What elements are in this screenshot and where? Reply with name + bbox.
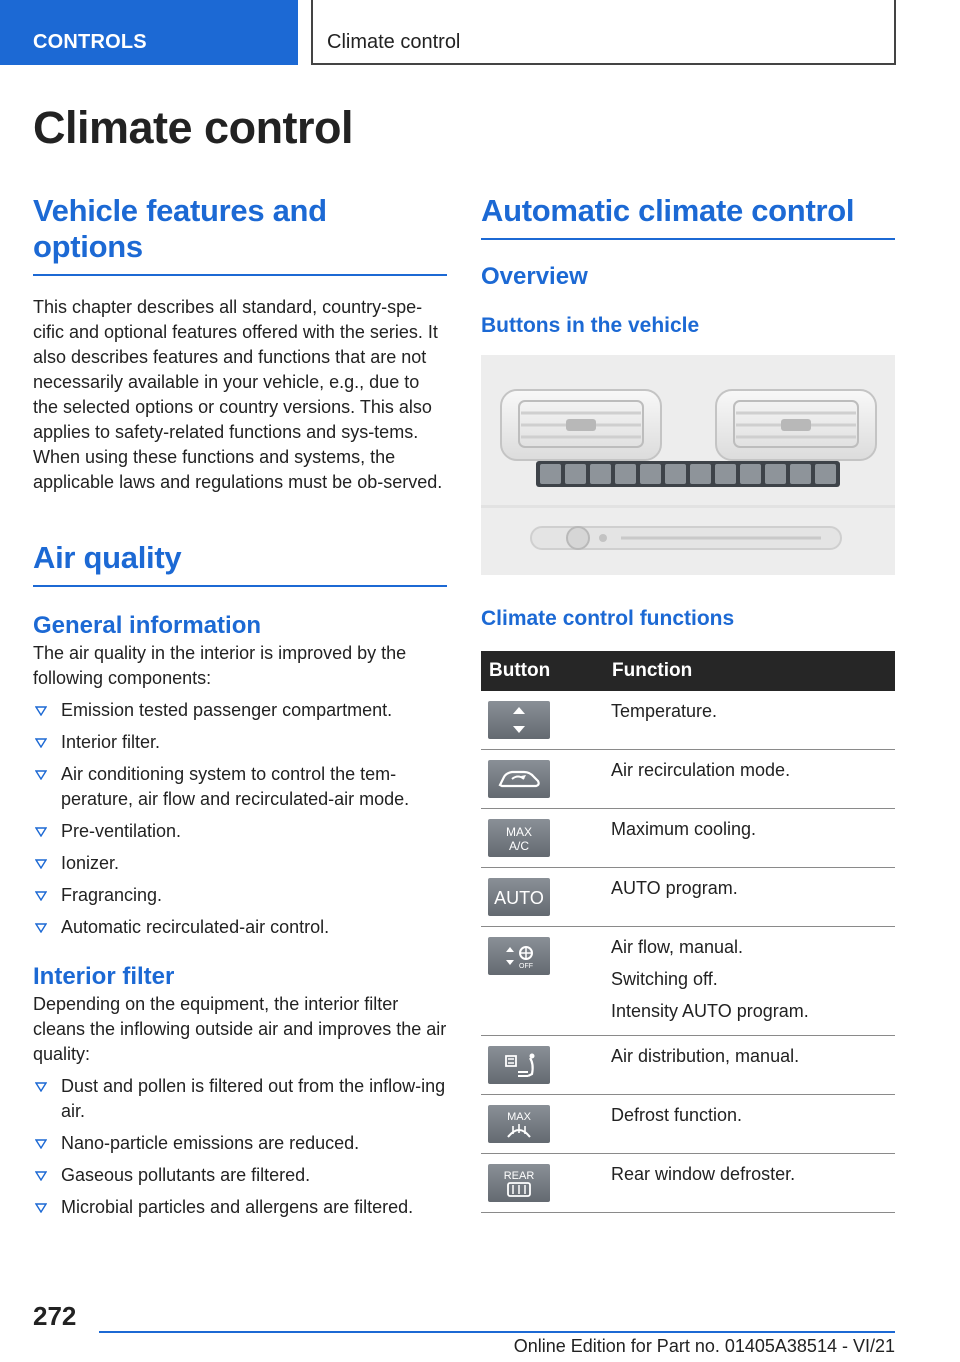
list-item-text: Interior filter. bbox=[61, 732, 161, 752]
list-item bbox=[33, 1074, 447, 1124]
list-item-text: Gaseous pollutants are filtered. bbox=[61, 1165, 311, 1185]
climate-functions-heading: Climate control functions bbox=[481, 607, 735, 630]
function-text: Maximum cooling. bbox=[611, 819, 757, 839]
buttons-in-vehicle-heading: Buttons in the vehicle bbox=[481, 314, 700, 337]
list-item bbox=[33, 1131, 447, 1156]
table-row bbox=[481, 1154, 895, 1213]
air-recirculation-icon bbox=[488, 760, 550, 798]
table-row bbox=[481, 1036, 895, 1095]
heading-rule bbox=[33, 274, 447, 276]
filter-list bbox=[33, 1074, 447, 1220]
list-item-text: Emission tested passenger compartment. bbox=[61, 700, 393, 720]
column-header-button: Button bbox=[481, 651, 604, 691]
function-text: Defrost function. bbox=[611, 1105, 743, 1125]
max-ac-icon bbox=[488, 819, 550, 857]
components-list bbox=[33, 698, 447, 940]
triangle-bullet-icon bbox=[35, 859, 47, 869]
triangle-bullet-icon bbox=[35, 1203, 47, 1213]
triangle-bullet-icon bbox=[35, 1171, 47, 1181]
page-title: Climate control bbox=[33, 102, 354, 153]
left-column bbox=[33, 193, 447, 1220]
edition-footer: Online Edition for Part no. 01405A38514 - VI/21 bbox=[513, 1336, 895, 1356]
function-text: Rear window defroster. bbox=[611, 1164, 796, 1184]
triangle-bullet-icon bbox=[35, 770, 47, 780]
list-item bbox=[33, 915, 447, 940]
section-tab bbox=[0, 0, 298, 65]
column-header-function: Function bbox=[604, 651, 895, 691]
list-item-text: Nano-particle emissions are reduced. bbox=[61, 1133, 360, 1153]
table-row bbox=[481, 750, 895, 809]
list-item-text: Microbial particles and allergens are filtered. bbox=[61, 1197, 414, 1217]
list-item-text: Dust and pollen is filtered out from the inflow‐ing air. bbox=[61, 1076, 446, 1121]
function-text: AUTO program. bbox=[611, 878, 738, 898]
triangle-bullet-icon bbox=[35, 891, 47, 901]
general-information-heading: General information bbox=[33, 612, 262, 639]
fan-off-icon bbox=[488, 937, 550, 975]
svg-text:MAX: MAX bbox=[507, 1111, 531, 1123]
triangle-bullet-icon bbox=[35, 827, 47, 837]
functions-table bbox=[481, 651, 895, 1213]
automatic-climate-heading: Automatic climate control bbox=[481, 193, 855, 228]
list-item-text: Automatic recirculated-air control. bbox=[61, 917, 330, 937]
heading-rule bbox=[33, 585, 447, 587]
triangle-bullet-icon bbox=[35, 706, 47, 716]
right-column bbox=[481, 193, 895, 1213]
svg-text:REAR: REAR bbox=[503, 1170, 535, 1182]
temperature-arrows-icon bbox=[488, 701, 550, 739]
function-text: Intensity AUTO program. bbox=[611, 1001, 809, 1021]
svg-text:MAX: MAX bbox=[505, 825, 533, 839]
list-item bbox=[33, 698, 447, 723]
triangle-bullet-icon bbox=[35, 923, 47, 933]
heading-rule bbox=[481, 238, 895, 240]
function-text: Air recirculation mode. bbox=[611, 760, 791, 780]
list-item bbox=[33, 730, 447, 755]
list-item bbox=[33, 762, 447, 812]
auto-icon bbox=[488, 878, 550, 916]
svg-text:A/C: A/C bbox=[508, 839, 530, 853]
air-distribution-icon bbox=[488, 1046, 550, 1084]
svg-text:AUTO: AUTO bbox=[494, 888, 544, 908]
chapter-label: Climate control bbox=[327, 31, 461, 53]
table-row bbox=[481, 809, 895, 868]
triangle-bullet-icon bbox=[35, 1082, 47, 1092]
footer-rule bbox=[99, 1331, 895, 1333]
list-item bbox=[33, 851, 447, 876]
list-item bbox=[33, 883, 447, 908]
climate-panel-illustration bbox=[481, 355, 895, 575]
page-number: 272 bbox=[33, 1301, 77, 1331]
list-item-text: Ionizer. bbox=[61, 853, 120, 873]
interior-filter-heading: Interior filter bbox=[33, 963, 175, 990]
list-item bbox=[33, 1163, 447, 1188]
list-item-text: Pre-ventilation. bbox=[61, 821, 182, 841]
chapter-tab bbox=[311, 0, 896, 65]
function-text: Switching off. bbox=[611, 969, 718, 989]
list-item-text: Air conditioning system to control the tem‐perature, air flow and recirculated-air mode. bbox=[61, 764, 410, 809]
max-defrost-icon bbox=[488, 1105, 550, 1143]
triangle-bullet-icon bbox=[35, 738, 47, 748]
table-row bbox=[481, 868, 895, 927]
air-quality-heading: Air quality bbox=[33, 540, 182, 575]
general-information-text: The air quality in the interior is improved by the following components: bbox=[33, 643, 407, 688]
section-label: CONTROLS bbox=[33, 31, 147, 53]
function-text: Air distribution, manual. bbox=[611, 1046, 800, 1066]
list-item bbox=[33, 819, 447, 844]
list-item bbox=[33, 1195, 447, 1220]
list-item-text: Fragrancing. bbox=[61, 885, 163, 905]
svg-text:OFF: OFF bbox=[519, 963, 533, 970]
triangle-bullet-icon bbox=[35, 1139, 47, 1149]
interior-filter-text: Depending on the equipment, the interior filter cleans the inflowing outside air and improves the air quality: bbox=[33, 994, 447, 1064]
overview-heading: Overview bbox=[481, 263, 588, 290]
table-row bbox=[481, 1095, 895, 1154]
vehicle-features-text: This chapter describes all standard, country-spe‐cific and optional features offered with the series. It also describes features and functions that are not necessarily available in your vehicle, e.g., due to the selected options or country versions. This also applies to safety-related functions and sys‐tems. When using these functions and systems, the applicable laws and regulations must be ob‐served. bbox=[33, 297, 443, 492]
function-text: Temperature. bbox=[611, 701, 718, 721]
rear-defrost-icon bbox=[488, 1164, 550, 1202]
function-text: Air flow, manual. bbox=[611, 937, 744, 957]
table-row bbox=[481, 927, 895, 1036]
vehicle-features-heading: Vehicle features and options bbox=[33, 193, 327, 264]
climate-panel-photo bbox=[481, 355, 895, 575]
table-header-row bbox=[481, 651, 895, 691]
table-row bbox=[481, 691, 895, 750]
